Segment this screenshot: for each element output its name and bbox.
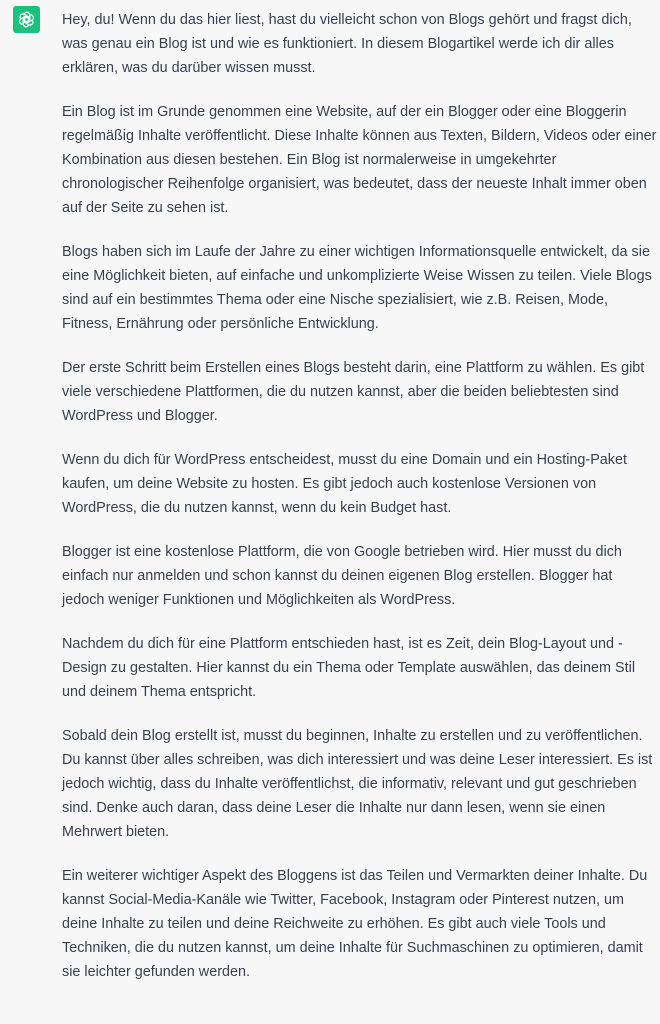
openai-logo-icon: [17, 10, 36, 29]
message-paragraph: Sobald dein Blog erstellt ist, musst du beginnen, Inhalte zu erstellen und zu veröffentlichen. Du kannst über alles schreiben, was dich interessiert und was deine Leser interessiert. Es ist jedoch wichtig, dass du Inhalte veröffentlichst, die informativ, relevant und gut geschrieben sind. Denke auch daran, dass deine Leser die Inhalte nur dann lesen, wenn sie einen Mehrwert bieten.: [62, 728, 653, 840]
message-paragraph: Ein weiterer wichtiger Aspekt des Bloggens ist das Teilen und Vermarkten deiner Inhalte. Du kannst Social-Media-Kanäle wie Twitter, Facebook, Instagram oder Pinterest nutzen, um deine Inhalte zu teilen und deine Reichweite zu erhöhen. Es gibt auch viele Tools und Techniken, die du nutzen kannst, um deine Inhalte für Suchmaschinen zu optimieren, damit sie leichter gefunden werden.: [62, 868, 648, 980]
message-paragraph: Blogs haben sich im Laufe der Jahre zu einer wichtigen Informationsquelle entwickelt, da sie eine Möglichkeit bieten, auf einfache und unkomplizierte Weise Wissen zu teilen. Viele Blogs sind auf ein bestimmtes Thema oder eine Nische spezialisiert, wie z.B. Reisen, Mode, Fitness, Ernährung oder persönliche Entwicklung.: [62, 244, 652, 332]
message-paragraph: Wenn du dich für WordPress entscheidest, musst du eine Domain und ein Hosting-Paket kaufen, um deine Website zu hosten. Es gibt jedoch auch kostenlose Versionen von WordPress, die du nutzen kannst, wenn du kein Budget hast.: [62, 452, 627, 516]
message-paragraph: Der erste Schritt beim Erstellen eines Blogs besteht darin, eine Plattform zu wählen. Es gibt viele verschiedene Plattformen, die du nutzen kannst, aber die beiden beliebtesten sind WordPress und Blogger.: [62, 360, 645, 424]
message-paragraph: Blogger ist eine kostenlose Plattform, die von Google betrieben wird. Hier musst du dich einfach nur anmelden und schon kannst du deinen eigenen Blog erstellen. Blogger hat jedoch weniger Funktionen und Möglichkeiten als WordPress.: [62, 544, 622, 608]
message-content: [62, 8, 658, 1004]
assistant-avatar: [13, 6, 40, 33]
message-paragraph: Ein Blog ist im Grunde genommen eine Website, auf der ein Blogger oder eine Bloggerin regelmäßig Inhalte veröffentlicht. Diese Inhalte können aus Texten, Bildern, Videos oder einer Kombination aus diesen bestehen. Ein Blog ist normalerweise in umgekehrter chronologischer Reihenfolge organisiert, was bedeutet, dass der neueste Inhalt immer oben auf der Seite zu sehen ist.: [62, 104, 657, 216]
message-paragraph: Nachdem du dich für eine Plattform entschieden hast, ist es Zeit, dein Blog-Layout und -Design zu gestalten. Hier kannst du ein Thema oder Template auswählen, das deinem Stil und deinem Thema entspricht.: [62, 636, 636, 700]
message-paragraph: Hey, du! Wenn du das hier liest, hast du vielleicht schon von Blogs gehört und fragst dich, was genau ein Blog ist und wie es funktioniert. In diesem Blogartikel werde ich dir alles erklären, was du darüber wissen musst.: [62, 12, 632, 76]
